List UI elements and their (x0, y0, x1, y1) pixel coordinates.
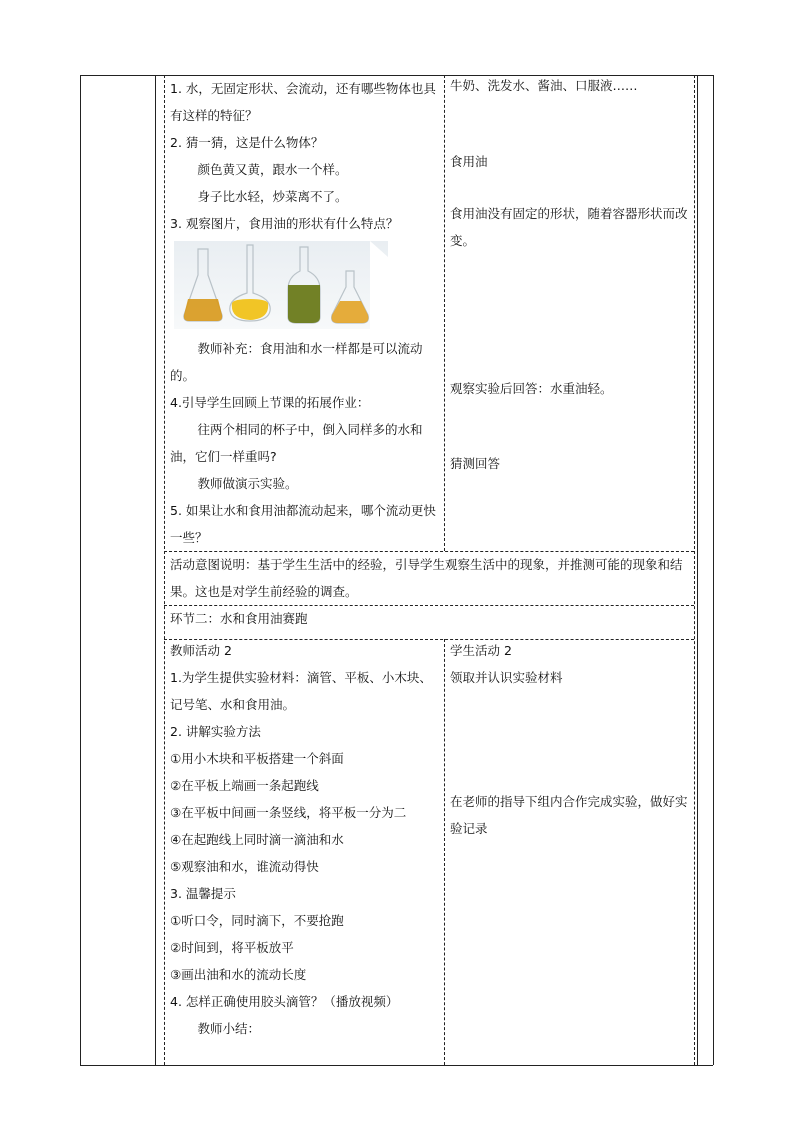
section1-student-answer-1 (450, 72, 690, 99)
method-step-4: ④在起跑线上同时滴一滴油和水 (170, 832, 344, 847)
teacher-summary: 教师小结： (197, 1021, 261, 1036)
riddle-line-1: 颜色黄又黄，跟水一个样。 (197, 162, 348, 177)
teacher-supplement: 教师补充：食用油和水一样都是可以流动的。 (170, 341, 423, 383)
inner-left-border (164, 75, 165, 1065)
section1-student-answer-5 (450, 450, 690, 477)
materials-list: 1.为学生提供实验材料：滴管、平板、小木块、记号笔、水和食用油。 (170, 670, 432, 712)
section2-student-experiment (450, 788, 690, 842)
section1-teacher-cell (170, 75, 440, 551)
student-receive-materials: 领取并认识实验材料 (450, 670, 563, 685)
teacher-demo: 教师做演示实验。 (197, 476, 298, 491)
riddle-line-2: 身子比水轻，炒菜离不了。 (197, 189, 348, 204)
section2-teacher-cell (170, 637, 442, 1042)
answer-guess: 猜测回答 (450, 456, 501, 471)
table-right-border (713, 75, 714, 1065)
segment-2-title: 环节二：水和食用油赛跑 (170, 611, 308, 626)
tip-1: ①听口令，同时滴下，不要抢跑 (170, 913, 344, 928)
question-2: 2. 猜一猜，这是什么物体？ (170, 135, 324, 150)
method-heading: 2. 讲解实验方法 (170, 724, 261, 739)
answer-oil-shape: 食用油没有固定的形状，随着容器形状而改变。 (450, 206, 688, 248)
section2-student-heading (450, 637, 690, 691)
column-divider-2 (697, 75, 698, 1065)
method-step-5: ⑤观察油和水，谁流动得快 (170, 859, 319, 874)
table-bottom-border (80, 1065, 713, 1066)
column-divider-1 (155, 75, 156, 1065)
section1-student-answer-4 (450, 375, 690, 402)
oil-flasks-image (174, 241, 388, 329)
answer-similar-liquids: 牛奶、洗发水、酱油、口服液…… (450, 78, 638, 93)
student-group-experiment: 在老师的指导下组内合作完成实验，做好实验记录 (450, 794, 688, 836)
teacher-activity-heading: 教师活动 2 (170, 643, 232, 658)
method-step-2: ②在平板上端画一条起跑线 (170, 778, 319, 793)
student-activity-heading: 学生活动 2 (450, 643, 512, 658)
section2-mid-divider (444, 639, 445, 1065)
section1-mid-divider (444, 75, 445, 551)
answer-weight: 观察实验后回答：水重油轻。 (450, 381, 613, 396)
tip-3: ③画出油和水的流动长度 (170, 967, 307, 982)
activity-intent: 活动意图说明：基于学生生活中的经验，引导学生观察生活中的现象，并推测可能的现象和结果。这也是对学生前经验的调查。 (170, 557, 683, 599)
question-3: 3. 观察图片，食用油的形状有什么特点？ (170, 216, 399, 231)
question-5: 5. 如果让水和食用油都流动起来，哪个流动更快一些？ (170, 503, 436, 545)
table-left-border (80, 75, 81, 1065)
section1-student-answer-3 (450, 200, 690, 254)
method-step-3: ③在平板中间画一条竖线，将平板一分为二 (170, 805, 407, 820)
tip-2: ②时间到，将平板放平 (170, 940, 294, 955)
method-step-1: ①用小木块和平板搭建一个斜面 (170, 751, 344, 766)
question-1: 1. 水，无固定形状、会流动，还有哪些物体也具有这样的特征？ (170, 81, 436, 123)
homework-description: 往两个相同的杯子中，倒入同样多的水和油，它们一样重吗? (170, 422, 423, 464)
inner-right-border (694, 75, 695, 1065)
question-4: 4.引导学生回顾上节课的拓展作业： (170, 395, 370, 410)
section1-student-answer-2 (450, 148, 690, 175)
tips-heading: 3. 温馨提示 (170, 886, 236, 901)
dropper-question: 4. 怎样正确使用胶头滴管？（播放视频） (170, 994, 399, 1009)
answer-riddle: 食用油 (450, 154, 488, 169)
